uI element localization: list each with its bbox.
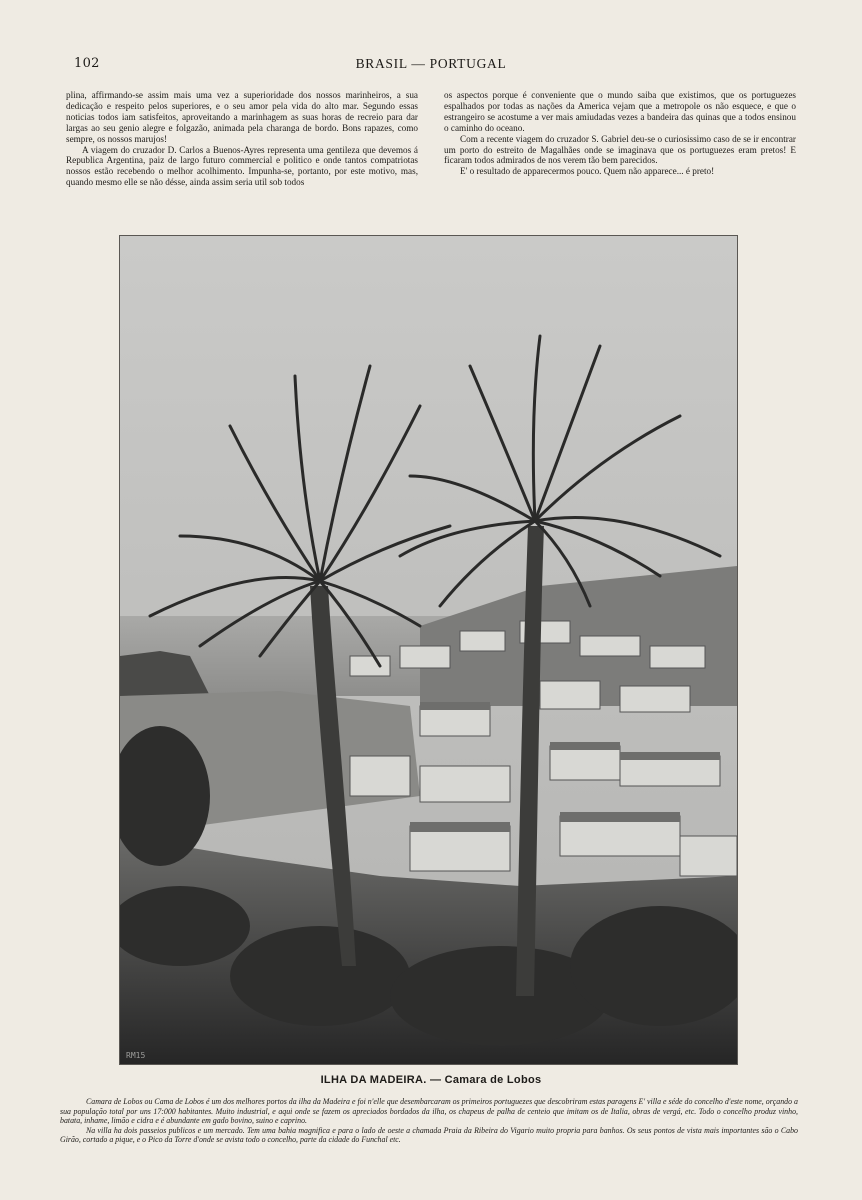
right-paragraph-2: Com a recente viagem do cruzador S. Gabriel deu-se o curiosissimo caso de se ir encontrar um porto do estreito de Magalhães onde se imaginava que os portuguezes eram pretos! E ficaram todos admirados de nos verem tão bem parecidos.	[444, 133, 796, 166]
left-column	[66, 90, 418, 188]
photo-signature: RM15	[126, 1051, 146, 1060]
left-paragraph-2: A viagem do cruzador D. Carlos a Buenos-Ayres representa uma gentileza que devemos á Republica Argentina, paiz de largo futuro commercial e politico e onde tantos compatriotas nossos estão recebendo o melhor acolhimento. Impunha-se, portanto, por este motivo, mas, quando mesmo elle se não désse, ainda assim seria util sob todos	[66, 144, 418, 188]
right-paragraph-3: E' o resultado de apparecermos pouco. Quem não apparece... é preto!	[460, 166, 715, 177]
caption-text	[60, 1097, 798, 1145]
caption-paragraph-2: Na villa ha dois passeios publicos e um mercado. Tem uma bahia magnifica e para o lado de oeste a chamada Praia da Ribeira do Vigario muito propria para banhos. Os seus pontos de vista mais importantes são o Cabo Girão, cortado a pique, e o Pico da Torre d'onde se avista todo o concelho, parte da cidade do Funchal etc.	[60, 1125, 798, 1145]
palm-trees-village-photo	[120, 236, 737, 1064]
photograph-plate	[120, 236, 737, 1064]
caption-title: ILHA DA MADEIRA. — Camara de Lobos	[320, 1074, 542, 1086]
caption-paragraph-1: Camara de Lobos ou Cama de Lobos é um dos melhores portos da ilha da Madeira e foi n'elle que desembarcaram os primeiros portuguezes que descobriram estas paragens E' villa e séde do concelho d'este nome, orçando a sua população total por uns 17:000 habitantes. Muito industrial, e aqui onde se fazem os apreciados bordados da ilha, os chapeus de palha de centeio que imitam os de Italia, obras de vergá, etc. Todo o concelho produz vinho, batata, inhame, limão e cidra e é abundante em gado bovino, suino e caprino.	[60, 1097, 798, 1126]
left-paragraph-1: plina, affirmando-se assim mais uma vez a superioridade dos nossos marinheiros, a sua dedicação e respeito pelos superiores, e o seu amor pela vida do alto mar. Segundo essas noticias todos iam satisfeitos, aproveitando a marinhagem as suas horas de recreio para dar largas ao seu genio alegre e folgazão, animada pela charanga de bordo. Bons rapazes, como sempre, os nossos marujos!	[66, 90, 418, 144]
right-column	[444, 90, 796, 188]
article-columns	[66, 90, 796, 188]
running-title: BRASIL — PORTUGAL	[355, 56, 507, 71]
page-number: 102	[74, 56, 100, 71]
right-paragraph-1: os aspectos porque é conveniente que o mundo saiba que existimos, que os portuguezes espalhados por todas as nações da America vejam que a metropole os não esquece, e que o estrangeiro se acostume a ver mais amiudadas vezes a bandeira das quinas que a todos ensinou o caminho do oceano.	[444, 90, 796, 133]
